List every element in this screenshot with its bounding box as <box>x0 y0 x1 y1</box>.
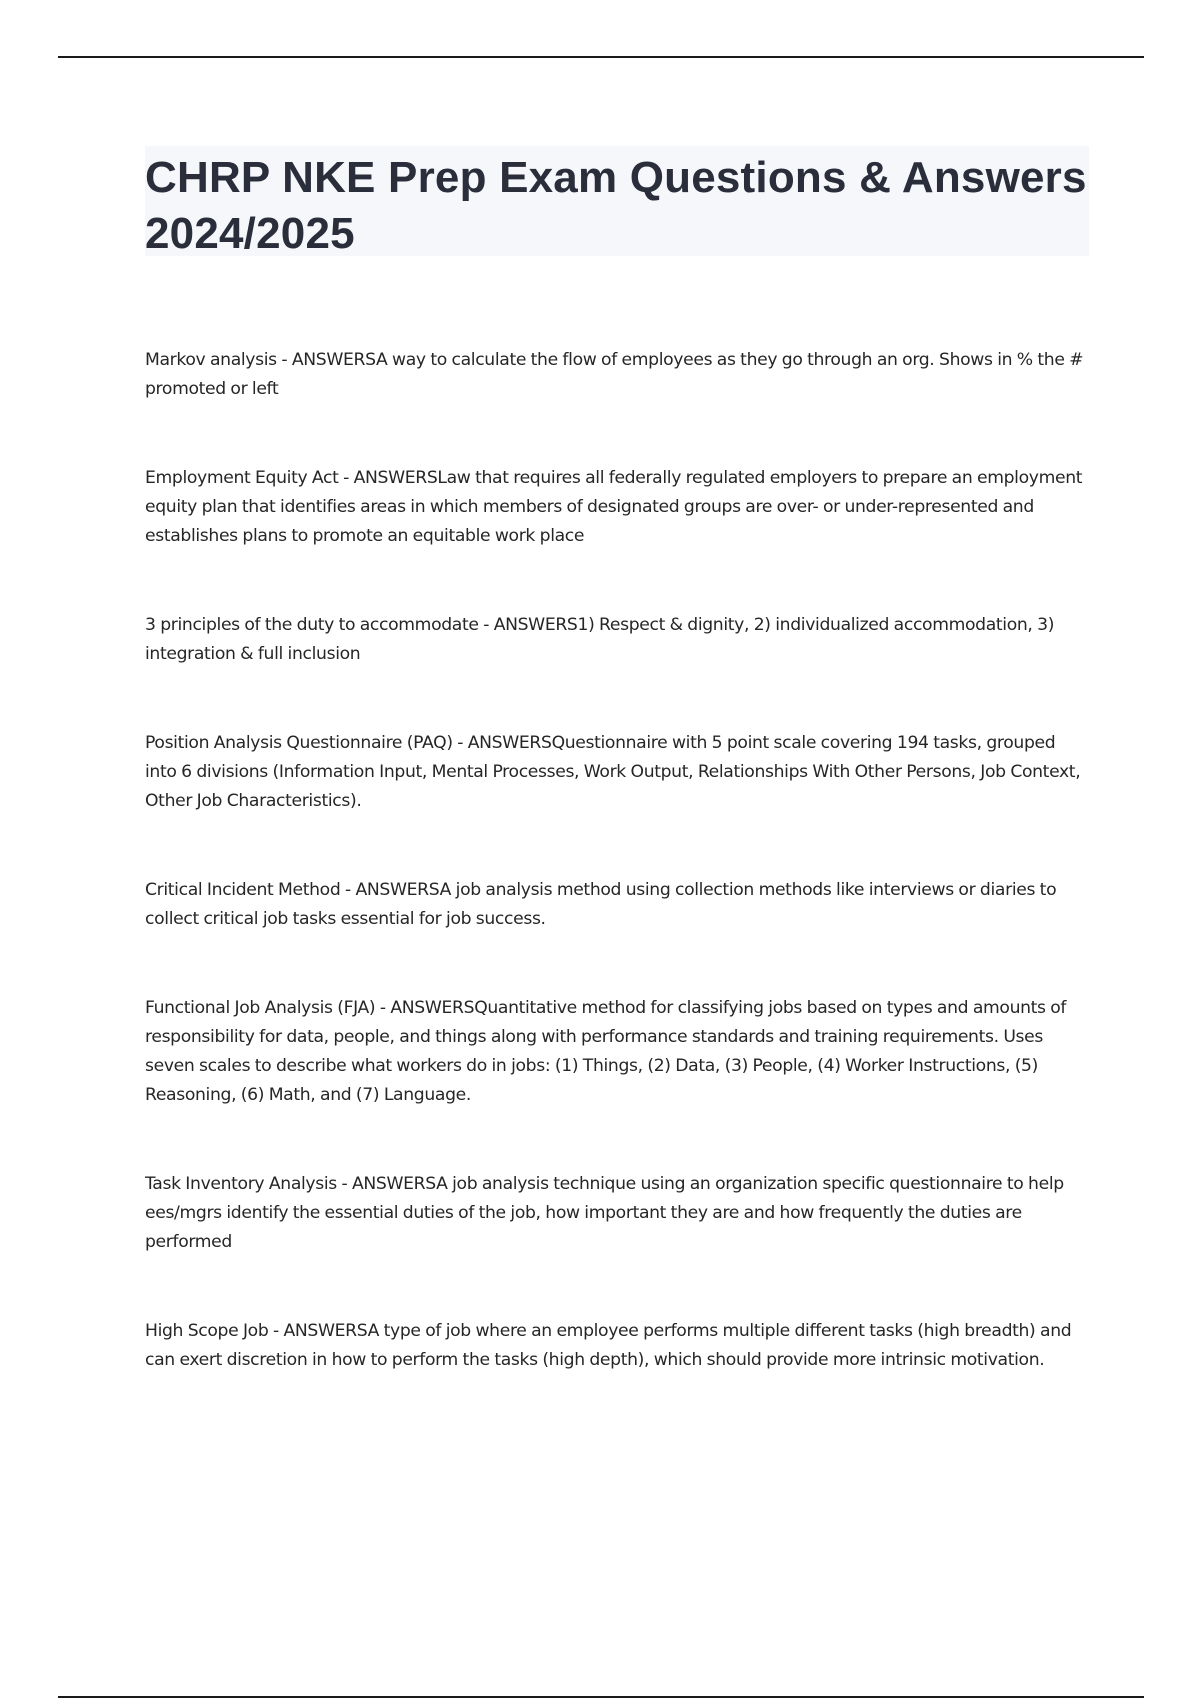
answer-marker: ANSWERS <box>291 350 376 370</box>
qa-entry <box>145 611 1090 669</box>
qa-entry <box>145 994 1090 1110</box>
qa-definition: Quantitative method for classifying jobs based on types and amounts of responsibility for data, people, and things along with performance standards and training requirements. Uses seven scales to describe what workers do in jobs: (1) Things, (2) Data, (3) People, (4) Worker Instructions, (5) Reasoning, (6) Math, and (7) Language. <box>145 998 1067 1105</box>
document-title: CHRP NKE Prep Exam Questions & Answers 2024/2025 <box>145 153 1087 258</box>
qa-term: Employment Equity Act <box>145 468 339 488</box>
answer-marker: ANSWERS <box>493 615 578 635</box>
qa-separator: - <box>276 350 292 370</box>
qa-list <box>145 346 1090 1435</box>
qa-term: High Scope Job <box>145 1321 269 1341</box>
qa-term: Markov analysis <box>145 350 277 370</box>
qa-separator: - <box>375 998 391 1018</box>
qa-separator: - <box>340 880 356 900</box>
qa-separator: - <box>338 468 354 488</box>
qa-separator: - <box>478 615 494 635</box>
qa-term: 3 principles of the duty to accommodate <box>145 615 479 635</box>
qa-entry <box>145 464 1090 551</box>
qa-definition: A job analysis technique using an organization specific questionnaire to help ees/mgrs identify the essential duties of the job, how important they are and how frequently the duties are performed <box>145 1174 1064 1252</box>
answer-marker: ANSWERS <box>353 468 438 488</box>
qa-entry <box>145 1317 1090 1375</box>
bottom-rule <box>58 1696 1144 1698</box>
qa-term: Position Analysis Questionnaire (PAQ) <box>145 733 453 753</box>
qa-separator: - <box>268 1321 284 1341</box>
qa-definition: Questionnaire with 5 point scale covering 194 tasks, grouped into 6 divisions (Information Input, Mental Processes, Work Output, Relationships With Other Persons, Job Context, Other Job Characteristics). <box>145 733 1081 811</box>
qa-separator: - <box>452 733 468 753</box>
qa-definition: A type of job where an employee performs multiple different tasks (high breadth) and can exert discretion in how to perform the tasks (high depth), which should provide more intrinsic motivation. <box>145 1321 1072 1370</box>
qa-entry <box>145 876 1090 934</box>
answer-marker: ANSWERS <box>283 1321 368 1341</box>
qa-definition: A way to calculate the flow of employees as they go through an org. Shows in % the # promoted or left <box>145 350 1084 399</box>
answer-marker: ANSWERS <box>467 733 552 753</box>
answer-marker: ANSWERS <box>355 880 440 900</box>
qa-definition: A job analysis method using collection methods like interviews or diaries to collect critical job tasks essential for job success. <box>145 880 1057 929</box>
qa-term: Functional Job Analysis (FJA) <box>145 998 376 1018</box>
qa-term: Critical Incident Method <box>145 880 341 900</box>
answer-marker: ANSWERS <box>351 1174 437 1194</box>
answer-marker: ANSWERS <box>390 998 475 1018</box>
qa-separator: - <box>336 1174 352 1194</box>
qa-entry <box>145 729 1090 816</box>
qa-term: Task Inventory Analysis <box>145 1174 337 1194</box>
qa-entry <box>145 346 1090 404</box>
qa-entry <box>145 1170 1090 1257</box>
qa-definition: Law that requires all federally regulated employers to prepare an employment equity plan that identifies areas in which members of designated groups are over- or under-represented and establishes plans to promote an equitable work place <box>145 468 1083 546</box>
top-rule <box>58 56 1144 58</box>
title-block <box>145 146 1089 256</box>
qa-definition: 1) Respect & dignity, 2) individualized accommodation, 3) integration & full inclusion <box>145 615 1055 664</box>
